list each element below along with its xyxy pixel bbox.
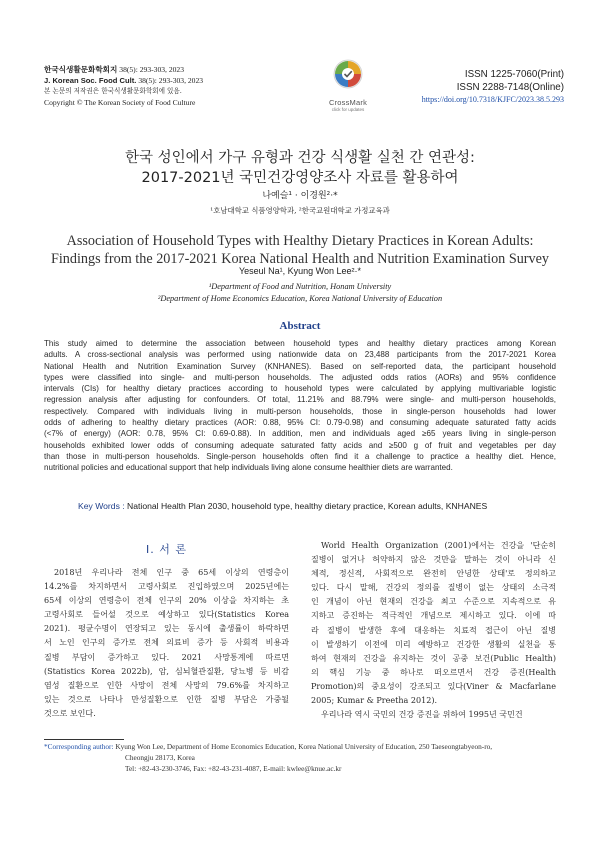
section-heading-introduction: I. 서 론 bbox=[146, 543, 187, 556]
abstract-line: adults. A cross-sectional analysis was performed using nationwide data on 23,488 participants from the 2017-2021 Korea bbox=[44, 350, 556, 360]
footnote-line1: Kyung Won Lee, Department of Home Economics Education, Korea National University of Education, 250 Taeseongtabyeon-ro, bbox=[115, 742, 493, 751]
body-column-right bbox=[311, 539, 556, 722]
journal-volume-ko: 38(5): 293-303, 2023 bbox=[119, 65, 185, 74]
body-line: 것으로 보인다. bbox=[44, 708, 96, 718]
crossmark-sublabel: click for updates bbox=[331, 107, 365, 112]
title-korean-line2: 2017-2021년 국민건강영양조사 자료를 활용하여 bbox=[141, 170, 459, 186]
footnote-label: *Corresponding author: bbox=[44, 742, 114, 751]
crossmark-badge[interactable] bbox=[318, 58, 378, 112]
keywords-text: National Health Plan 2030, household type, healthy dietary practice, Korean adults, KNHANES bbox=[127, 501, 488, 511]
abstract-line: regression analysis after adjusting for confounders. Of total, 11.21% and 88.79% were single- and multi-person households, bbox=[44, 395, 556, 405]
body-line: World Health Organization (2001)에서는 건강을 '단순히 bbox=[321, 541, 556, 550]
body-line: 질병 부담이 증가하고 있다. 2021 사망통계에 따르면 bbox=[44, 652, 289, 662]
title-korean-line1: 한국 성인에서 가구 유형과 건강 식생활 실천 간 연관성: bbox=[125, 150, 475, 166]
title-korean bbox=[0, 148, 600, 188]
body-line: 14.2%를 차지하면서 고령사회로 진입하였으며 2025년에는 bbox=[44, 582, 289, 592]
title-english bbox=[0, 232, 600, 268]
body-line: 서 노인 인구의 증가로 전체 의료비 증가 등 사회적 비용과 bbox=[44, 638, 289, 648]
body-line: 질병이 없거나 허약하지 않은 것만을 말하는 것이 아니라 신 bbox=[311, 555, 556, 565]
body-line: 고령사회로 들어설 것으로 예상하고 있다(Statistics Korea bbox=[44, 610, 289, 620]
body-line: 2005; Kumar & Preetha 2012). bbox=[311, 696, 438, 706]
body-line: (Statistics Korea 2022b), 암, 심뇌혈관질환, 당뇨병 등 비감 bbox=[44, 666, 289, 676]
abstract-line: than those in multi-person households. Single-person households often find it a challenge to practice a healthy diet. Hence, bbox=[44, 451, 556, 461]
title-english-line2: Findings from the 2017-2021 Korea National Health and Nutrition Examination Survey bbox=[50, 251, 550, 267]
affiliation-english bbox=[0, 281, 600, 305]
keywords bbox=[78, 501, 487, 511]
journal-name-ko: 한국식생활문화학회지 bbox=[44, 65, 118, 74]
abstract-line: nutritional policies and educational support that help individuals living alone consume healthier diets are warranted. bbox=[44, 463, 453, 473]
body-line: 우리나라 역시 국민의 건강 증진을 위하여 1995년 국민건 bbox=[321, 710, 523, 720]
body-line: 이 발생하기 이전에 미리 예방하고 건강한 생활의 실천을 통 bbox=[311, 639, 556, 649]
body-line: 하여 현재의 건강을 유지하는 것이 공중 보건(Public Health) bbox=[311, 653, 556, 663]
abstract-line: types were classified into single- and multi-person households. The adjusted odds ratios (AORs) and 95% confidence bbox=[44, 372, 556, 382]
authors-korean: 나예슬¹ · 이경원²·* bbox=[262, 191, 338, 201]
corresponding-author-footnote bbox=[44, 742, 564, 774]
issn-online: ISSN 2288-7148(Online) bbox=[456, 82, 564, 93]
issn-block bbox=[422, 68, 564, 105]
body-line: 인 개념이 아닌 현재의 건강을 최고 수준으로 지속적으로 유 bbox=[311, 597, 556, 607]
abstract-line: (<7% of energy) (AOR: 0.78, 95% CI: 0.69-0.88). In addition, men and individuals aged ≥65 years living in single-person bbox=[44, 429, 556, 439]
affiliation-english-line2: ²Department of Home Economics Education, Korea National University of Education bbox=[157, 294, 443, 303]
crossmark-label: CrossMark bbox=[328, 98, 368, 107]
body-line: 2018년 우리나라 전체 인구 중 65세 이상의 연령층이 bbox=[54, 568, 289, 577]
journal-header bbox=[44, 64, 294, 108]
body-line: 의 핵심 기능 중 하나로 떠오르면서 건강 증진(Health bbox=[311, 667, 556, 677]
journal-name-en: J. Korean Soc. Food Cult. bbox=[44, 76, 137, 85]
abstract-line: odds of adhering to healthy dietary practices (AOR: 0.88, 95% CI: 0.79-0.98) and consuming adequate saturated fatty acids bbox=[44, 418, 556, 428]
body-line: 염성 질환으로 인한 사망이 전체 사망의 79.6%를 차지하고 bbox=[44, 680, 289, 690]
body-line: 있다. 다시 말해, 건강의 정의를 질병이 없는 상태의 소극적 bbox=[311, 583, 556, 593]
title-english-line1: Association of Household Types with Healthy Dietary Practices in Korean Adults: bbox=[66, 233, 534, 249]
footnote-line2: Cheongju 28173, Korea bbox=[125, 752, 195, 762]
issn-print: ISSN 1225-7060(Print) bbox=[464, 69, 564, 80]
body-line: Promotion)의 중요성이 강조되고 있다(Viner & Macfarlane bbox=[311, 681, 556, 691]
abstract-line: households exhibited lower odds of consuming adequate saturated fatty acids and ≥500 g of fruit and vegetables per day bbox=[44, 440, 556, 450]
abstract-line: This study aimed to determine the association between household types and healthy dietary practices among Korean bbox=[44, 339, 556, 348]
abstract-body bbox=[44, 338, 556, 474]
body-line: 지하고 증진하는 적극적인 개념으로 제시하고 있다. 이에 따 bbox=[311, 611, 556, 621]
footnote-line3: Tel: +82-43-230-3746, Fax: +82-43-231-4087, E-mail: kwlee@knue.ac.kr bbox=[125, 763, 342, 773]
affiliation-english-line1: ¹Department of Food and Nutrition, Honam University bbox=[208, 282, 392, 291]
abstract-line: National Health and Nutrition Examination Survey (KNHANES). Based on self-reported data, the participant household bbox=[44, 361, 556, 371]
body-column-left bbox=[44, 566, 289, 721]
body-line: 65세 이상의 연령층이 전체 인구의 20% 이상을 차지하는 초 bbox=[44, 596, 289, 606]
affiliation-korean: ¹호남대학교 식품영양학과, ²한국교원대학교 가정교육과 bbox=[210, 206, 390, 215]
crossmark-icon bbox=[333, 58, 363, 92]
abstract-heading: Abstract bbox=[279, 320, 321, 332]
doi-link[interactable]: https://doi.org/10.7318/KJFC/2023.38.5.293 bbox=[421, 95, 564, 104]
body-line: 2021). 평균수명이 연장되고 있는 동시에 출생률이 하락하면 bbox=[44, 624, 289, 634]
journal-volume-en: 38(5): 293-303, 2023 bbox=[138, 76, 204, 85]
abstract-line: respectively. Compared with individuals living in multi-person households, those in single-person households had lower bbox=[44, 406, 556, 416]
copyright-en: Copyright © The Korean Society of Food Culture bbox=[44, 98, 196, 107]
keywords-label: Key Words : bbox=[78, 501, 125, 511]
copyright-ko: 본 논문의 저작권은 한국식생활문화학회에 있음. bbox=[44, 87, 182, 95]
footnote-divider bbox=[44, 739, 124, 740]
body-line: 라 질병이 발생한 후에 대응하는 치료적 접근이 아닌 질병 bbox=[311, 625, 556, 635]
authors-english: Yeseul Na¹, Kyung Won Lee²·* bbox=[238, 266, 362, 276]
body-line: 있는 것으로 나타나 만성질환으로 인한 질병 부담은 가중될 bbox=[44, 694, 289, 704]
body-line: 체적, 정신적, 사회적으로 완전히 안녕한 상태'로 정의하고 bbox=[311, 569, 556, 579]
abstract-line: intervals (CIs) for healthy dietary practices according to household types were calculated by applying multivariable logistic bbox=[44, 384, 556, 394]
